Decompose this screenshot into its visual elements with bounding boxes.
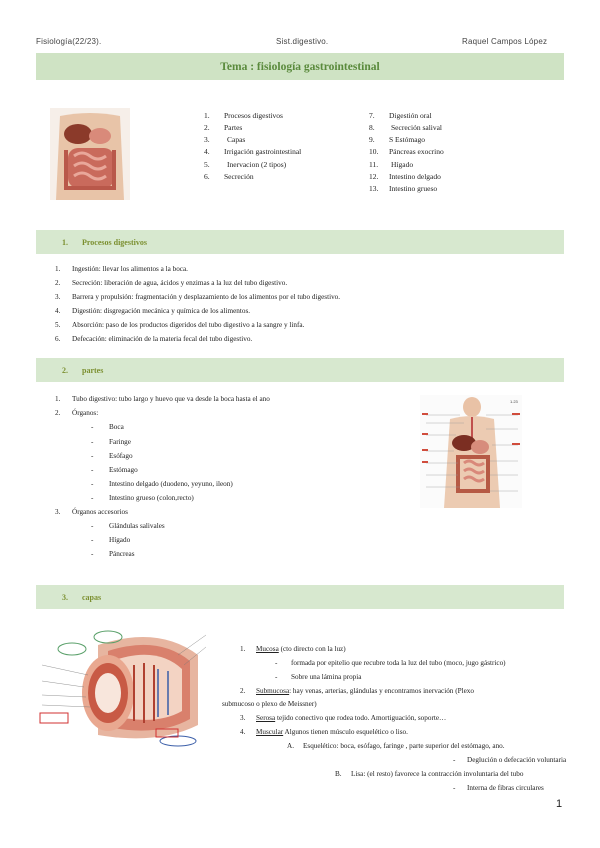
index-item: 8. Secreción salival [369, 123, 443, 132]
list-item: 3. Órganos accesorios [55, 508, 128, 516]
index-item: 13. Intestino grueso [369, 184, 438, 193]
capa-mucosa-detail: - formada por epitelio que recubre toda la luz del tubo (moco, jugo gástrico) [275, 659, 506, 667]
index-item: 10. Páncreas exocrino [369, 147, 444, 156]
index-item: 1. Procesos digestivos [204, 111, 283, 120]
svg-text:1.23: 1.23 [510, 399, 518, 404]
section-title: Procesos digestivos [82, 237, 147, 247]
list-item: - Páncreas [91, 550, 135, 558]
list-item: 4. Digestión: disgregación mecánica y química de los alimentos. [55, 307, 251, 315]
list-item: - Esófago [91, 452, 133, 460]
list-item: 6. Defecación: eliminación de la materia fecal del tubo digestivo. [55, 335, 253, 343]
index-item: 7. Digestión oral [369, 111, 432, 120]
topic-title-band [36, 53, 564, 80]
index-item: 9. S Estómago [369, 135, 426, 144]
index-item: 4. Irrigación gastrointestinal [204, 147, 302, 156]
index-item: 2. Partes [204, 123, 243, 132]
header-author: Raquel Campos López [462, 37, 548, 46]
digestive-system-figure [420, 395, 522, 508]
list-item: 2. Órganos: [55, 409, 99, 417]
index-item: 11. Hígado [369, 160, 414, 169]
capa-serosa: 3. Serosa tejido conectivo que rodea todo. Amortiguación, soporte… [240, 714, 447, 722]
section-header-procesos: 1. Procesos digestivos [36, 230, 564, 254]
capa-submucosa: 2. Submucosa: hay venas, arterias, glándulas y encontramos inervación (Plexo [240, 687, 474, 695]
index-item: 5. Inervacion (2 tipos) [204, 160, 287, 169]
list-item: 1. Tubo digestivo: tubo largo y huevo que va desde la boca hasta el ano [55, 395, 270, 403]
capa-muscular: 4. Muscular Algunos tienen músculo esquelético o liso. [240, 728, 408, 736]
list-item: 3. Barrera y propulsión: fragmentación y desplazamiento de los alimentos por el tubo digestivo. [55, 293, 341, 301]
muscular-lisa: B. Lisa: (el resto) favorece la contracción involuntaria del tubo [335, 770, 524, 778]
list-item: - Estómago [91, 466, 138, 474]
page-number: 1 [556, 798, 563, 810]
index-item: 6. Secreción [204, 172, 254, 181]
muscular-lisa-detail: - Interna de fibras circulares [453, 784, 544, 792]
intestinal-layers-figure [38, 625, 210, 747]
list-item: - Boca [91, 423, 124, 431]
header-topic: Sist.digestivo. [276, 37, 329, 46]
page-title: Tema : fisiología gastrointestinal [220, 60, 380, 73]
digestive-torso-image [50, 108, 130, 200]
list-item: - Hígado [91, 536, 131, 544]
list-item: - Intestino delgado (duodeno, yeyuno, ileon) [91, 480, 233, 488]
index-item: 12. Intestino delgado [369, 172, 441, 181]
section-title: partes [82, 365, 104, 375]
list-item: 1. Ingestión: llevar los alimentos a la boca. [55, 265, 188, 273]
capa-mucosa-detail: - Sobre una lámina propia [275, 673, 362, 681]
index-item: 3. Capas [204, 135, 246, 144]
list-item: - Intestino grueso (colon,recto) [91, 494, 194, 502]
muscular-esqueletico-detail: - Deglución o defecación voluntaria [453, 756, 567, 764]
header-course: Fisiología(22/23). [36, 37, 102, 46]
section-title: capas [82, 592, 102, 602]
capa-mucosa: 1. Mucosa (cto directo con la luz) [240, 645, 346, 653]
list-item: 5. Absorción: paso de los productos digeridos del tubo digestivo a la sangre y linfa. [55, 321, 305, 329]
capa-submucosa-continued: submucoso o plexo de Meissner) [222, 700, 317, 708]
muscular-esqueletico: A. Esquelético: boca, esófago, faringe , parte superior del estómago, ano. [287, 742, 505, 750]
section-header-partes: 2. partes [36, 358, 564, 382]
section-header-capas: 3. capas [36, 585, 564, 609]
list-item: - Faringe [91, 438, 131, 446]
list-item: 2. Secreción: liberación de agua, ácidos y enzimas a la luz del tubo digestivo. [55, 279, 288, 287]
list-item: - Glándulas salivales [91, 522, 165, 530]
